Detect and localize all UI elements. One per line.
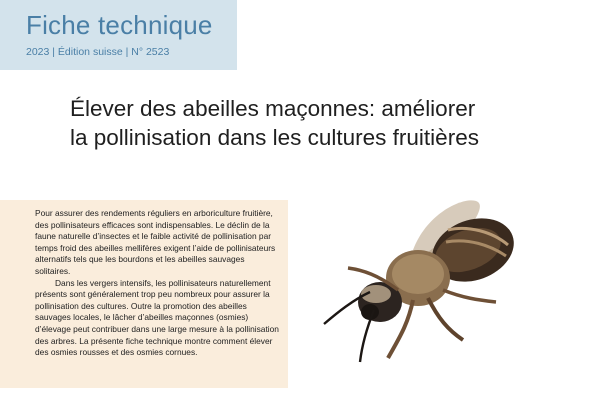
page-title-line-1: Élever des abeilles maçonnes: améliorer: [70, 96, 476, 121]
intro-paragraph-1: Pour assurer des rendements réguliers en arboriculture fruitière, des pollinisateurs efficaces sont indispensables. Le déclin de la faune naturelle d’insectes et le faible activité de pollinisation par temps froid des abeilles mellifères exigent l’aide de pollinisateurs alternatifs tels que les bourdons et les abeilles sauvages solitaires.: [35, 208, 276, 276]
intro-paragraph-2: Dans les vergers intensifs, les pollinisateurs naturellement présents sont généralement trop peu nombreux pour assurer la pollinisation des cultures. Outre la promotion des abeilles sauvages locales, le lâcher d’abeilles maçonnes (osmies) d’élevage peut contribuer dans une large mesure à la pollinisation des arbres. La présente fiche technique montre comment élever des osmies rousses et des osmies cornues.: [35, 277, 279, 358]
intro-text-box: [0, 200, 288, 388]
edition-info: 2023 | Édition suisse | N° 2523: [26, 46, 170, 58]
page-title: [70, 94, 550, 152]
document-type-title: Fiche technique: [26, 10, 213, 40]
mason-bee-photo: [318, 190, 528, 365]
page-title-line-2: la pollinisation dans les cultures fruitières: [70, 125, 479, 150]
header-banner: [0, 0, 237, 70]
